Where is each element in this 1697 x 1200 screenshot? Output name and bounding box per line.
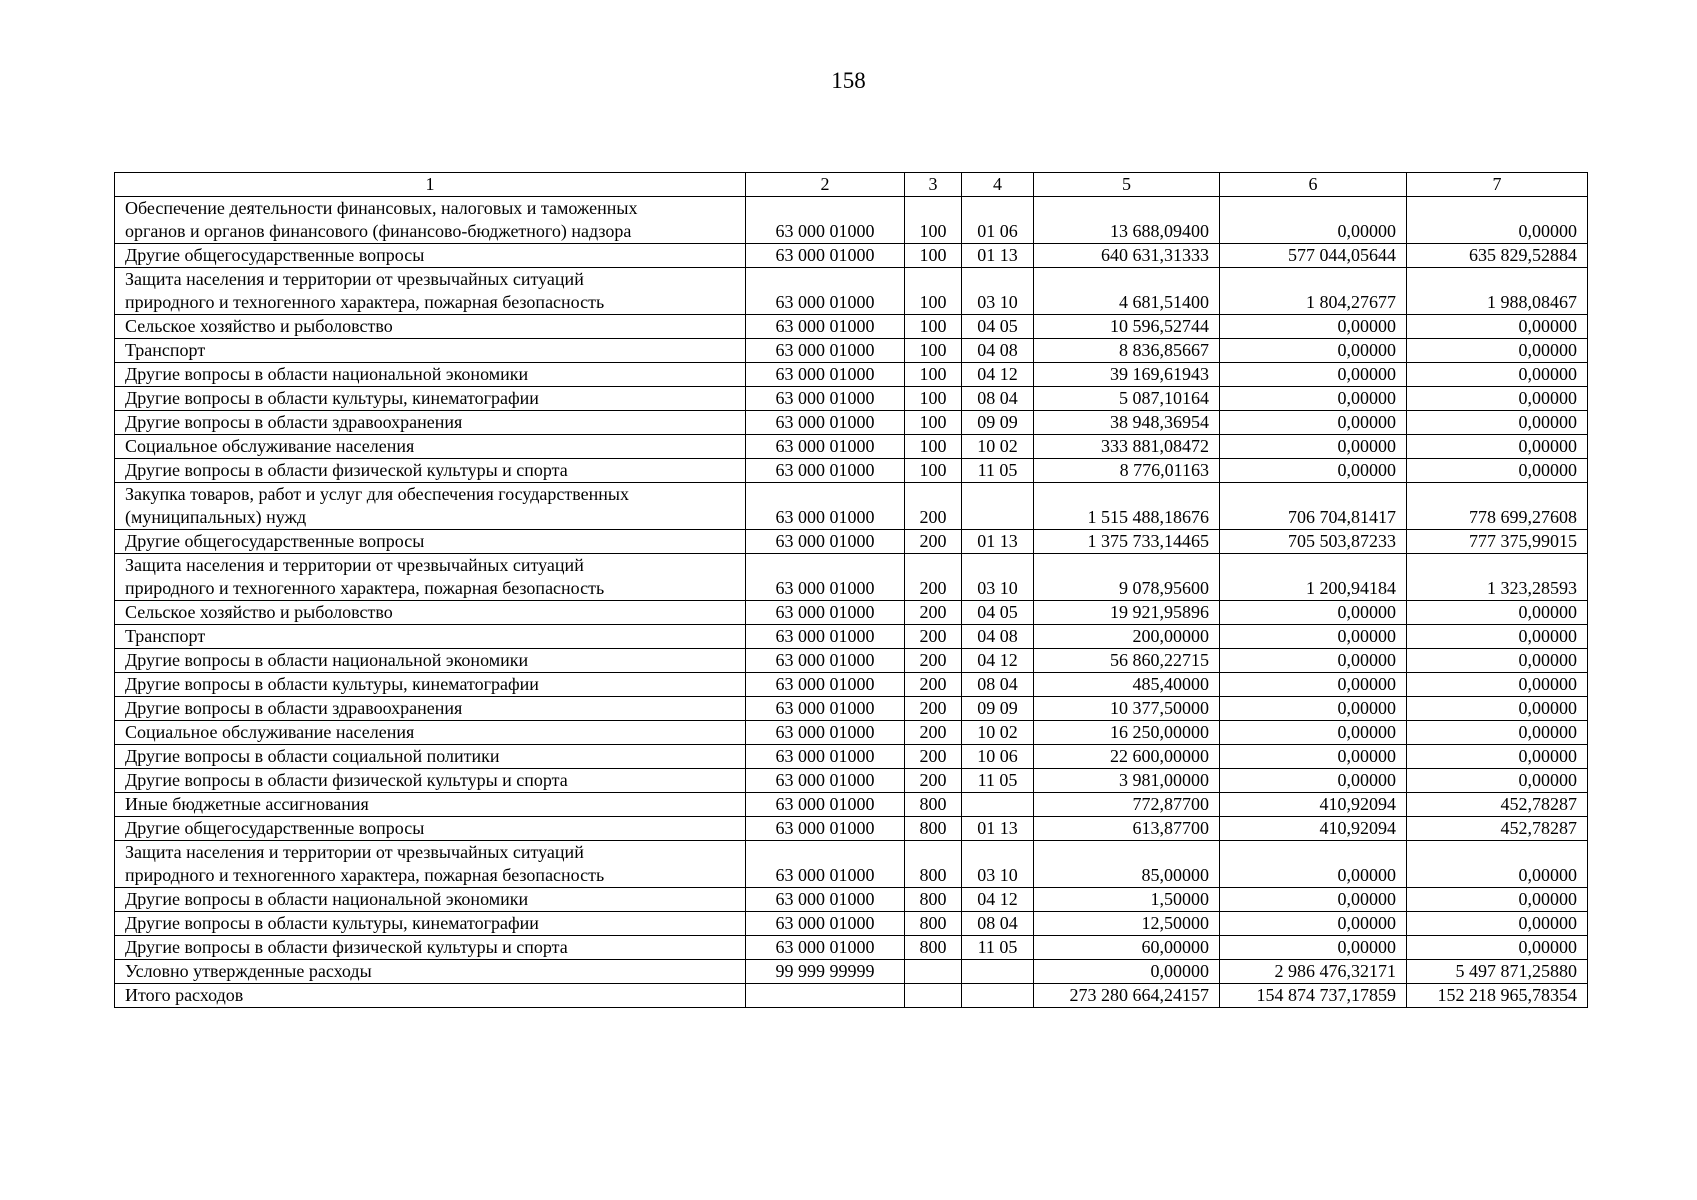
row-name-cell: Другие вопросы в области культуры, кинематографии (115, 912, 746, 936)
target-article-cell: 63 000 01000 (746, 793, 905, 817)
amount-col7-cell: 0,00000 (1407, 197, 1588, 244)
section-cell (962, 793, 1034, 817)
amount-col6-cell: 0,00000 (1220, 601, 1407, 625)
amount-col5-cell: 3 981,00000 (1034, 769, 1220, 793)
target-article-cell: 63 000 01000 (746, 936, 905, 960)
expense-type-cell: 200 (905, 530, 962, 554)
amount-col6-cell: 1 804,27677 (1220, 268, 1407, 315)
row-name-cell: Защита населения и территории от чрезвычайных ситуаций природного и техногенного характера, пожарная безопасность (115, 841, 746, 888)
table-row (115, 339, 1588, 363)
amount-col5-cell: 640 631,31333 (1034, 244, 1220, 268)
expense-type-cell: 100 (905, 435, 962, 459)
table-header-row (115, 173, 1588, 197)
section-cell: 01 13 (962, 530, 1034, 554)
amount-col5-cell: 19 921,95896 (1034, 601, 1220, 625)
table-row (115, 697, 1588, 721)
expense-type-cell: 200 (905, 483, 962, 530)
row-name-cell: Сельское хозяйство и рыболовство (115, 601, 746, 625)
amount-col7-cell: 0,00000 (1407, 649, 1588, 673)
amount-col5-cell: 10 377,50000 (1034, 697, 1220, 721)
amount-col6-cell: 0,00000 (1220, 673, 1407, 697)
amount-col6-cell: 0,00000 (1220, 363, 1407, 387)
amount-col6-cell: 410,92094 (1220, 793, 1407, 817)
amount-col5-cell: 56 860,22715 (1034, 649, 1220, 673)
row-name-cell: Другие вопросы в области физической культуры и спорта (115, 769, 746, 793)
amount-col7-cell: 0,00000 (1407, 339, 1588, 363)
row-name-cell: Другие вопросы в области национальной экономики (115, 649, 746, 673)
expense-type-cell: 200 (905, 673, 962, 697)
row-name-cell: Итого расходов (115, 984, 746, 1008)
amount-col6-cell: 0,00000 (1220, 459, 1407, 483)
row-name-cell: Транспорт (115, 339, 746, 363)
target-article-cell: 63 000 01000 (746, 315, 905, 339)
section-cell: 04 08 (962, 339, 1034, 363)
amount-col5-cell: 200,00000 (1034, 625, 1220, 649)
amount-col5-cell: 10 596,52744 (1034, 315, 1220, 339)
amount-col6-cell: 0,00000 (1220, 697, 1407, 721)
section-cell: 08 04 (962, 673, 1034, 697)
amount-col7-cell: 5 497 871,25880 (1407, 960, 1588, 984)
amount-col7-cell: 152 218 965,78354 (1407, 984, 1588, 1008)
row-name-cell: Социальное обслуживание населения (115, 721, 746, 745)
row-name-cell: Сельское хозяйство и рыболовство (115, 315, 746, 339)
amount-col5-cell: 38 948,36954 (1034, 411, 1220, 435)
section-cell: 11 05 (962, 769, 1034, 793)
target-article-cell: 63 000 01000 (746, 673, 905, 697)
expense-type-cell: 800 (905, 888, 962, 912)
table-row (115, 745, 1588, 769)
amount-col7-cell: 452,78287 (1407, 817, 1588, 841)
section-cell: 03 10 (962, 554, 1034, 601)
section-cell: 11 05 (962, 936, 1034, 960)
target-article-cell (746, 984, 905, 1008)
amount-col6-cell: 0,00000 (1220, 315, 1407, 339)
table-row (115, 459, 1588, 483)
target-article-cell: 63 000 01000 (746, 554, 905, 601)
amount-col7-cell: 635 829,52884 (1407, 244, 1588, 268)
expense-type-cell: 200 (905, 554, 962, 601)
row-name-cell: Другие вопросы в области культуры, кинематографии (115, 673, 746, 697)
target-article-cell: 63 000 01000 (746, 339, 905, 363)
amount-col7-cell: 0,00000 (1407, 936, 1588, 960)
column-header: 5 (1034, 173, 1220, 197)
amount-col7-cell: 0,00000 (1407, 601, 1588, 625)
section-cell: 10 02 (962, 721, 1034, 745)
target-article-cell: 63 000 01000 (746, 888, 905, 912)
target-article-cell: 63 000 01000 (746, 411, 905, 435)
amount-col7-cell: 452,78287 (1407, 793, 1588, 817)
amount-col7-cell: 0,00000 (1407, 387, 1588, 411)
row-name-cell: Другие общегосударственные вопросы (115, 530, 746, 554)
amount-col5-cell: 485,40000 (1034, 673, 1220, 697)
table-row (115, 411, 1588, 435)
amount-col6-cell: 0,00000 (1220, 745, 1407, 769)
amount-col5-cell: 0,00000 (1034, 960, 1220, 984)
expense-type-cell: 100 (905, 197, 962, 244)
amount-col6-cell: 410,92094 (1220, 817, 1407, 841)
table-row (115, 769, 1588, 793)
row-name-cell: Защита населения и территории от чрезвычайных ситуаций природного и техногенного характера, пожарная безопасность (115, 268, 746, 315)
amount-col6-cell: 2 986 476,32171 (1220, 960, 1407, 984)
amount-col7-cell: 0,00000 (1407, 745, 1588, 769)
table-row (115, 554, 1588, 601)
amount-col5-cell: 60,00000 (1034, 936, 1220, 960)
amount-col7-cell: 777 375,99015 (1407, 530, 1588, 554)
amount-col7-cell: 1 323,28593 (1407, 554, 1588, 601)
target-article-cell: 63 000 01000 (746, 745, 905, 769)
table-row (115, 912, 1588, 936)
expense-type-cell: 800 (905, 817, 962, 841)
amount-col5-cell: 5 087,10164 (1034, 387, 1220, 411)
amount-col7-cell: 0,00000 (1407, 435, 1588, 459)
section-cell: 08 04 (962, 912, 1034, 936)
section-cell: 04 05 (962, 315, 1034, 339)
section-cell: 04 08 (962, 625, 1034, 649)
section-cell: 11 05 (962, 459, 1034, 483)
amount-col6-cell: 0,00000 (1220, 625, 1407, 649)
row-name-cell: Транспорт (115, 625, 746, 649)
table-row (115, 625, 1588, 649)
amount-col5-cell: 613,87700 (1034, 817, 1220, 841)
expense-type-cell: 800 (905, 912, 962, 936)
column-header: 3 (905, 173, 962, 197)
table-row (115, 530, 1588, 554)
target-article-cell: 63 000 01000 (746, 601, 905, 625)
amount-col7-cell: 0,00000 (1407, 459, 1588, 483)
amount-col6-cell: 0,00000 (1220, 888, 1407, 912)
expense-type-cell: 200 (905, 625, 962, 649)
section-cell: 04 12 (962, 888, 1034, 912)
amount-col5-cell: 333 881,08472 (1034, 435, 1220, 459)
row-name-cell: Другие вопросы в области социальной политики (115, 745, 746, 769)
target-article-cell: 63 000 01000 (746, 649, 905, 673)
amount-col5-cell: 1,50000 (1034, 888, 1220, 912)
table-row (115, 363, 1588, 387)
amount-col5-cell: 13 688,09400 (1034, 197, 1220, 244)
amount-col6-cell: 0,00000 (1220, 721, 1407, 745)
amount-col5-cell: 1 375 733,14465 (1034, 530, 1220, 554)
table-row (115, 721, 1588, 745)
target-article-cell: 63 000 01000 (746, 530, 905, 554)
amount-col6-cell: 577 044,05644 (1220, 244, 1407, 268)
amount-col6-cell: 1 200,94184 (1220, 554, 1407, 601)
expense-type-cell: 100 (905, 363, 962, 387)
amount-col7-cell: 0,00000 (1407, 841, 1588, 888)
expense-type-cell: 100 (905, 244, 962, 268)
table-row (115, 244, 1588, 268)
expense-type-cell: 100 (905, 459, 962, 483)
row-name-cell: Другие общегосударственные вопросы (115, 817, 746, 841)
section-cell: 09 09 (962, 697, 1034, 721)
section-cell: 03 10 (962, 841, 1034, 888)
section-cell: 10 02 (962, 435, 1034, 459)
row-name-cell: Другие вопросы в области здравоохранения (115, 697, 746, 721)
expense-type-cell: 200 (905, 697, 962, 721)
amount-col6-cell: 0,00000 (1220, 339, 1407, 363)
amount-col5-cell: 39 169,61943 (1034, 363, 1220, 387)
target-article-cell: 63 000 01000 (746, 697, 905, 721)
target-article-cell: 63 000 01000 (746, 721, 905, 745)
row-name-cell: Обеспечение деятельности финансовых, налоговых и таможенных органов и органов финансового (финансово-бюджетного) надзора (115, 197, 746, 244)
amount-col5-cell: 22 600,00000 (1034, 745, 1220, 769)
section-cell: 01 06 (962, 197, 1034, 244)
table-row (115, 315, 1588, 339)
section-cell: 04 05 (962, 601, 1034, 625)
amount-col5-cell: 772,87700 (1034, 793, 1220, 817)
row-name-cell: Условно утвержденные расходы (115, 960, 746, 984)
amount-col7-cell: 0,00000 (1407, 888, 1588, 912)
column-header: 4 (962, 173, 1034, 197)
amount-col6-cell: 706 704,81417 (1220, 483, 1407, 530)
target-article-cell: 63 000 01000 (746, 268, 905, 315)
row-name-cell: Другие вопросы в области физической культуры и спорта (115, 936, 746, 960)
expense-type-cell: 800 (905, 793, 962, 817)
amount-col6-cell: 705 503,87233 (1220, 530, 1407, 554)
target-article-cell: 63 000 01000 (746, 841, 905, 888)
section-cell: 04 12 (962, 363, 1034, 387)
expense-type-cell: 200 (905, 721, 962, 745)
total-row (115, 984, 1588, 1008)
expense-type-cell (905, 984, 962, 1008)
target-article-cell: 99 999 99999 (746, 960, 905, 984)
amount-col6-cell: 154 874 737,17859 (1220, 984, 1407, 1008)
row-name-cell: Другие вопросы в области национальной экономики (115, 888, 746, 912)
target-article-cell: 63 000 01000 (746, 625, 905, 649)
expense-type-cell: 200 (905, 745, 962, 769)
section-cell: 09 09 (962, 411, 1034, 435)
row-name-cell: Другие вопросы в области физической культуры и спорта (115, 459, 746, 483)
section-cell: 01 13 (962, 244, 1034, 268)
target-article-cell: 63 000 01000 (746, 197, 905, 244)
amount-col7-cell: 0,00000 (1407, 697, 1588, 721)
table-row (115, 649, 1588, 673)
table-row (115, 673, 1588, 697)
table-row (115, 936, 1588, 960)
amount-col5-cell: 1 515 488,18676 (1034, 483, 1220, 530)
section-cell: 03 10 (962, 268, 1034, 315)
target-article-cell: 63 000 01000 (746, 769, 905, 793)
table-row (115, 435, 1588, 459)
section-cell (962, 960, 1034, 984)
row-name-cell: Другие общегосударственные вопросы (115, 244, 746, 268)
target-article-cell: 63 000 01000 (746, 817, 905, 841)
target-article-cell: 63 000 01000 (746, 483, 905, 530)
row-name-cell: Социальное обслуживание населения (115, 435, 746, 459)
expense-type-cell: 200 (905, 649, 962, 673)
section-cell: 04 12 (962, 649, 1034, 673)
table-row (115, 960, 1588, 984)
target-article-cell: 63 000 01000 (746, 244, 905, 268)
amount-col6-cell: 0,00000 (1220, 769, 1407, 793)
budget-table (114, 172, 1588, 1008)
amount-col6-cell: 0,00000 (1220, 841, 1407, 888)
expense-type-cell: 100 (905, 268, 962, 315)
amount-col7-cell: 0,00000 (1407, 625, 1588, 649)
column-header: 1 (115, 173, 746, 197)
table-row (115, 197, 1588, 244)
amount-col6-cell: 0,00000 (1220, 936, 1407, 960)
section-cell: 08 04 (962, 387, 1034, 411)
row-name-cell: Другие вопросы в области здравоохранения (115, 411, 746, 435)
row-name-cell: Другие вопросы в области культуры, кинематографии (115, 387, 746, 411)
expense-type-cell: 800 (905, 936, 962, 960)
amount-col5-cell: 16 250,00000 (1034, 721, 1220, 745)
amount-col7-cell: 0,00000 (1407, 315, 1588, 339)
section-cell (962, 984, 1034, 1008)
amount-col5-cell: 8 836,85667 (1034, 339, 1220, 363)
amount-col6-cell: 0,00000 (1220, 387, 1407, 411)
target-article-cell: 63 000 01000 (746, 912, 905, 936)
expense-type-cell: 100 (905, 339, 962, 363)
section-cell (962, 483, 1034, 530)
table-row (115, 387, 1588, 411)
amount-col5-cell: 9 078,95600 (1034, 554, 1220, 601)
amount-col5-cell: 85,00000 (1034, 841, 1220, 888)
expense-type-cell: 100 (905, 315, 962, 339)
row-name-cell: Защита населения и территории от чрезвычайных ситуаций природного и техногенного характера, пожарная безопасность (115, 554, 746, 601)
amount-col6-cell: 0,00000 (1220, 411, 1407, 435)
amount-col6-cell: 0,00000 (1220, 197, 1407, 244)
table-row (115, 841, 1588, 888)
expense-type-cell: 100 (905, 411, 962, 435)
table-row (115, 483, 1588, 530)
target-article-cell: 63 000 01000 (746, 459, 905, 483)
amount-col7-cell: 0,00000 (1407, 721, 1588, 745)
amount-col5-cell: 4 681,51400 (1034, 268, 1220, 315)
table-row (115, 268, 1588, 315)
table-row (115, 817, 1588, 841)
amount-col7-cell: 0,00000 (1407, 769, 1588, 793)
table-row (115, 793, 1588, 817)
expense-type-cell: 200 (905, 601, 962, 625)
row-name-cell: Другие вопросы в области национальной экономики (115, 363, 746, 387)
target-article-cell: 63 000 01000 (746, 387, 905, 411)
expense-type-cell: 800 (905, 841, 962, 888)
expense-type-cell: 200 (905, 769, 962, 793)
amount-col6-cell: 0,00000 (1220, 435, 1407, 459)
amount-col5-cell: 12,50000 (1034, 912, 1220, 936)
amount-col6-cell: 0,00000 (1220, 912, 1407, 936)
page-number: 158 (831, 68, 866, 93)
target-article-cell: 63 000 01000 (746, 435, 905, 459)
amount-col7-cell: 0,00000 (1407, 363, 1588, 387)
section-cell: 10 06 (962, 745, 1034, 769)
amount-col7-cell: 778 699,27608 (1407, 483, 1588, 530)
row-name-cell: Иные бюджетные ассигнования (115, 793, 746, 817)
amount-col7-cell: 0,00000 (1407, 411, 1588, 435)
amount-col7-cell: 0,00000 (1407, 912, 1588, 936)
expense-type-cell (905, 960, 962, 984)
column-header: 2 (746, 173, 905, 197)
amount-col5-cell: 273 280 664,24157 (1034, 984, 1220, 1008)
row-name-cell: Закупка товаров, работ и услуг для обеспечения государственных (муниципальных) нужд (115, 483, 746, 530)
column-header: 7 (1407, 173, 1588, 197)
table-row (115, 601, 1588, 625)
amount-col6-cell: 0,00000 (1220, 649, 1407, 673)
table-row (115, 888, 1588, 912)
expense-type-cell: 100 (905, 387, 962, 411)
section-cell: 01 13 (962, 817, 1034, 841)
amount-col7-cell: 1 988,08467 (1407, 268, 1588, 315)
column-header: 6 (1220, 173, 1407, 197)
amount-col7-cell: 0,00000 (1407, 673, 1588, 697)
target-article-cell: 63 000 01000 (746, 363, 905, 387)
amount-col5-cell: 8 776,01163 (1034, 459, 1220, 483)
